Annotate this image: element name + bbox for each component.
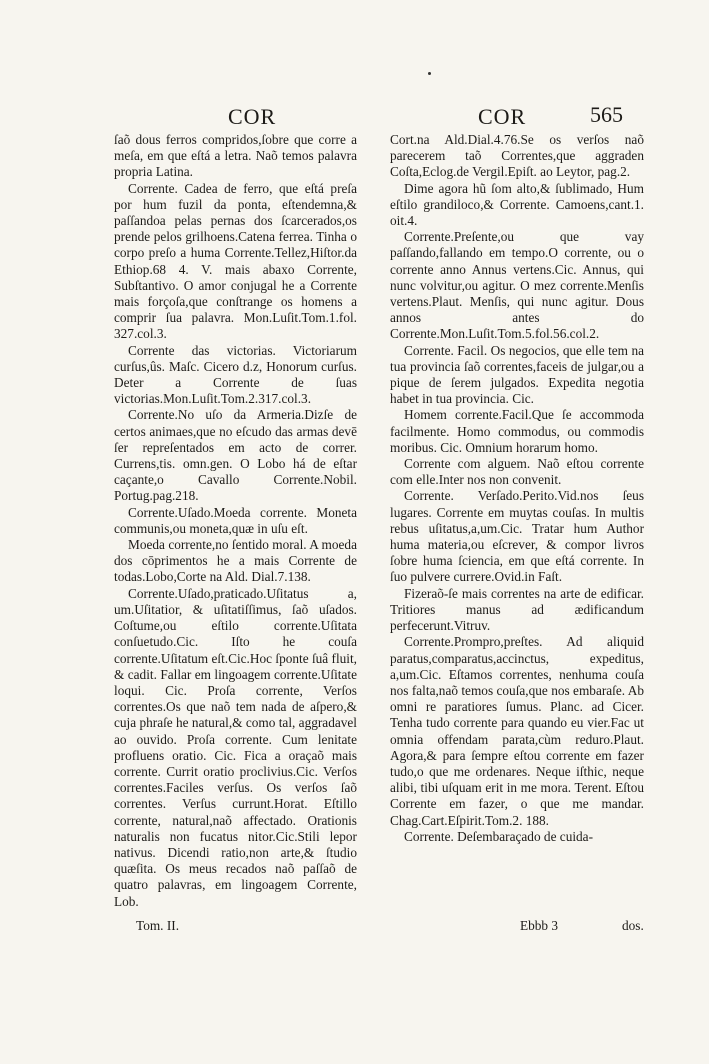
catchword: dos.	[622, 918, 644, 933]
entry-paragraph: ſaõ dous ferros compridos,ſobre que corre a meſa, em que eſtá a letra. Naõ temos palavra propria Latina.	[114, 132, 357, 180]
signature-mark: Ebbb 3	[520, 918, 559, 933]
entry-paragraph: Moeda corrente,no ſentido moral. A moeda dos cōprimentos he a mais Corrente de todas.Lobo,Corte na Ald. Dial.7.138.	[114, 537, 357, 585]
entry-paragraph: Fizeraõ-ſe mais correntes na arte de edificar. Tritiores manus ad ædificandum perfecerunt.Vitruv.	[390, 585, 644, 634]
right-column	[390, 132, 644, 845]
entry-paragraph: Corrente.Uſado.Moeda corrente. Moneta communis,ou moneta,quæ in uſu eſt.	[114, 504, 357, 536]
entry-paragraph: Corrente com alguem. Naõ eſtou corrente com elle.Inter nos non convenit.	[390, 456, 644, 488]
entry-paragraph: Homem corrente.Facil.Que ſe accommoda facilmente. Homo commodus, ou commodis moribus. Cic. Omnium horarum homo.	[390, 407, 644, 455]
entry-paragraph: Cort.na Ald.Dial.4.76.Se os verſos naõ parecerem taõ Correntes,que aggraden Coſta,Eclog.de Vergil.Epiſt. ao Leytor, pag.2.	[390, 132, 644, 180]
entry-paragraph: Corrente das victorias. Victoriarum curſus,ûs. Maſc. Cicero d.z, Honorum curſus. Deter a Corrente de ſuas victorias.Mon.Luſit.Tom.2.317.col.3.	[114, 342, 357, 407]
page-number: 565	[590, 102, 623, 127]
entry-paragraph: Corrente.Preſente,ou que vay paſſando,fallando em tempo.O corrente, ou o corrente anno Annus vertens.Cic. Annus, qui nunc volvitur,ou agitur. O mez corrente.Menſis vertens.Plaut. Menſis, qui nunc agitur. Dous annos antes do Corrente.Mon.Luſit.Tom.5.fol.56.col.2.	[390, 229, 644, 342]
entry-paragraph: Corrente. Facil. Os negocios, que elle tem na tua provincia ſaõ correntes,faceis de julgar,ou a pique de ſerem julgados. Expedita negotia habet in tua provincia. Cic.	[390, 342, 644, 407]
left-running-head: COR	[228, 104, 277, 129]
volume-mark: Tom. II.	[136, 918, 180, 933]
entry-paragraph: Corrente.Uſado,praticado.Uſitatus a, um.Uſitatior, & uſitatiſſimus, ſaõ uſados. Coſtume,ou eſtilo corrente.Uſitata conſuetudo.Cic. Iſto he couſa corrente.Uſitatum eſt.Cic.Hoc ſponte ſuâ fluit, & cadit. Fallar em lingoagem corrente.Uſitate loqui. Cic. Proſa corrente, Verſos correntes.Os que naõ tem nada de aſpero,& cuja phraſe he natural,& como tal, aggradavel ao ouvido. Proſa corrente. Cum lenitate profluens oratio. Cic. Fica a oraçaõ mais corrente. Currit oratio proclivius.Cic. Verſos correntes.Faciles verſus. Os verſos ſaõ correntes. Verſus currunt.Horat. Eſtillo corrente, natural,naõ affectado. Orationis naturalis non fucatus nitor.Cic.Stili lepor nativus. Dicendi ratio,non arte,& ſtudio quæſita. Os meus recados naõ paſſaõ de quatro palavras, em lingoagem Corrente, Lob.	[114, 585, 357, 909]
entry-paragraph: Dime agora hũ ſom alto,& ſublimado, Hum eſtilo grandiloco,& Corrente. Camoens,cant.1. oit.4.	[390, 180, 644, 229]
left-column	[114, 132, 357, 910]
entry-paragraph: Corrente. Verſado.Perito.Vid.nos ſeus lugares. Corrente em muytas couſas. In multis rebus uſitatus,a,um.Cic. Tratar hum Author huma materia,ou eſcrever, & compor livros ſobre huma ſciencia, em que eſtá corrente. In ſuo pulvere currere.Ovid.in Faſt.	[390, 488, 644, 585]
entry-paragraph: Corrente.Prompro,preſtes. Ad aliquid paratus,comparatus,accinctus, expeditus, a,um.Cic. Eſtamos correntes, nenhuma couſa nos falta,naõ temos couſa,que nos embaraſe. Ab omni re paratiores ſumus. Planc. ad Cicer. Tenha tudo corrente para quando eu vier.Fac ut omnia offendam parata,cùm reduro.Plaut. Agora,& para ſempre eſtou corrente em fazer tudo,o que me ordenares. Neque iſthic, neque alibi, tibi uſquam erit in me mora. Terent. Eſtou Corrente em fazer, o que me mandar. Chag.Cart.Eſpirit.Tom.2. 188.	[390, 634, 644, 828]
entry-paragraph: Corrente. Deſembaraçado de cuida-	[404, 828, 594, 844]
right-running-head: COR	[478, 104, 527, 129]
entry-paragraph: Corrente.No uſo da Armeria.Dizſe de certos animaes,que no eſcudo das armas devē ſer repreſentados em acto de correr. Currens,tis. omn.gen. O Lobo há de eſtar caçante,o Cavallo Corrente.Nobil. Portug.pag.218.	[114, 407, 357, 504]
entry-paragraph: Corrente. Cadea de ferro, que eſtá preſa por hum fuzil da ponta, eſtendemna,& paſſandoa pelas pernas dos ſcarcerados,os prende pelos grilhoens.Catena ferrea. Tinha o corpo preſo a huma Corrente.Tellez,Hiſtor.da Ethiop.68 4. V. mais abaxo Corrente, Subſtantivo. O amor conjugal he a Corrente mais forçoſa,que conſtrange os homens a comprir ſua palavra. Mon.Luſit.Tom.1.fol. 327.col.3.	[114, 180, 357, 342]
ink-speck	[428, 72, 431, 75]
